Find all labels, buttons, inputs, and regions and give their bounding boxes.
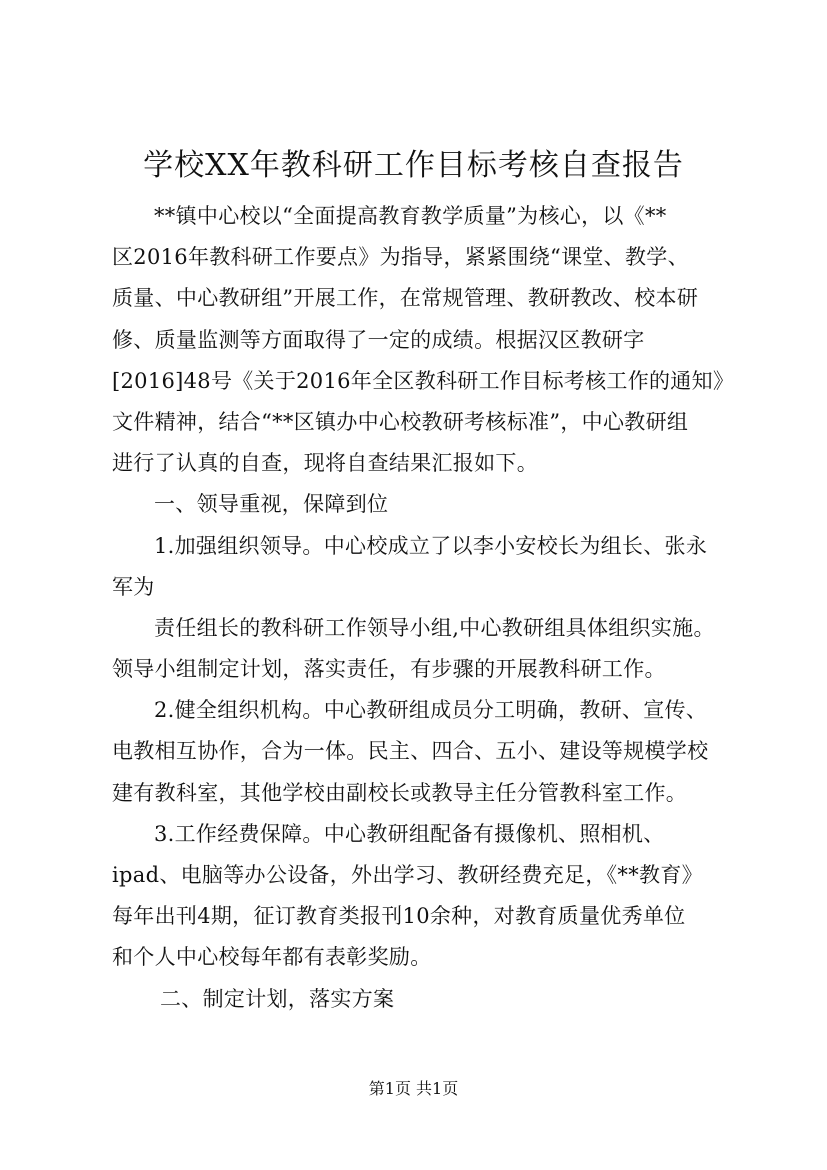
paragraph-line: ipad、电脑等办公设备，外出学习、教研经费充足，《**教育》 (112, 863, 703, 887)
paragraph-line: 3.工作经费保障。中心教研组配备有摄像机、照相机、 (154, 821, 665, 846)
paragraph-line: 领导小组制定计划，落实责任，有步骤的开展教科研工作。 (112, 657, 666, 682)
paragraph-line: 1.加强组织领导。中心校成立了以李小安校长为组长、张永 (154, 533, 708, 558)
paragraph-line: [2016]48号《关于2016年全区教科研工作目标考核工作的通知》 (112, 368, 735, 393)
paragraph-line: 修、质量监测等方面取得了一定的成绩。根据汉区教研字 (112, 327, 645, 352)
paragraph-line: 2.健全组织机构。中心教研组成员分工明确，教研、宣传、 (154, 698, 708, 723)
paragraph-line: 电教相互协作，合为一体。民主、四合、五小、建设等规模学校 (112, 739, 709, 764)
paragraph-line: 军为 (112, 574, 155, 599)
page-footer: 第1页 共1页 (368, 1079, 459, 1098)
paragraph-line: 区2016年教科研工作要点》为指导，紧紧围绕“课堂、教学、 (112, 245, 689, 270)
paragraph-line: 每年出刊4期，征订教育类报刊10余种，对教育质量优秀单位 (112, 904, 686, 929)
paragraph-line: 质量、中心教研组”开展工作，在常规管理、教研教改、校本研 (112, 286, 699, 311)
section-heading: 一、领导重视，保障到位 (154, 492, 389, 517)
paragraph-line: 责任组长的教科研工作领导小组,中心教研组具体组织实施。 (154, 615, 715, 640)
paragraph-line: 建有教科室，其他学校由副校长或教导主任分管教科室工作。 (112, 780, 688, 805)
paragraph-line: 文件精神，结合“**区镇办中心校教研考核标准”，中心教研组 (112, 409, 689, 434)
section-heading: 二、制定计划，落实方案 (160, 986, 395, 1011)
paragraph-line: 进行了认真的自查，现将自查结果汇报如下。 (112, 451, 538, 476)
document-title: 学校XX年教科研工作目标考核自查报告 (143, 148, 684, 183)
paragraph-line: **镇中心校以“全面提高教育教学质量”为核心，以《** (154, 204, 667, 228)
document-body (112, 196, 735, 1020)
paragraph-line: 和个人中心校每年都有表彰奖励。 (112, 945, 432, 970)
